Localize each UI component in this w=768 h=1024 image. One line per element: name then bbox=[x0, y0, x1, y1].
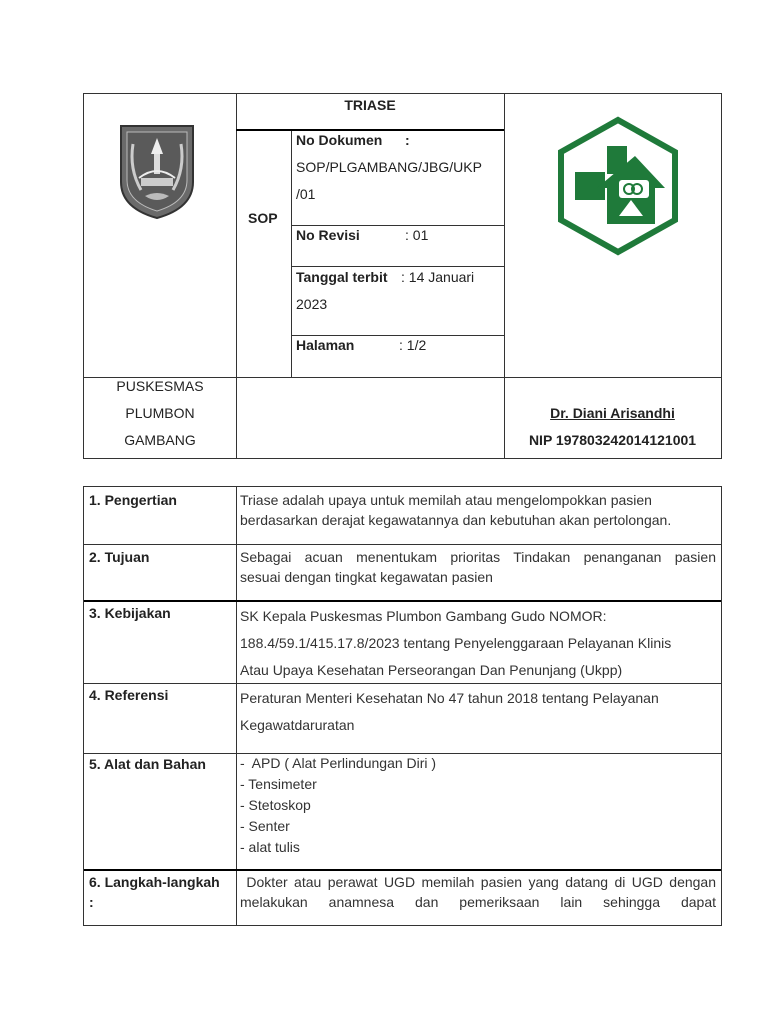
list-item: - Tensimeter bbox=[240, 776, 317, 792]
list-item: - alat tulis bbox=[240, 839, 300, 855]
section-content-steps bbox=[240, 872, 716, 912]
section-label-policy: 3. Kebijakan bbox=[89, 605, 171, 621]
section-label-definition: 1. Pengertian bbox=[89, 492, 177, 508]
section-content-purpose bbox=[240, 547, 716, 587]
procedure-table bbox=[83, 486, 722, 926]
issue-date-value: : 14 Januari bbox=[401, 269, 475, 285]
header-table bbox=[83, 93, 722, 459]
content-line: Sebagai acuan menentukam prioritas Tindakan penanganan pasien bbox=[240, 549, 716, 565]
section-label-tools: 5. Alat dan Bahan bbox=[89, 756, 206, 772]
revision-value: : 01 bbox=[405, 227, 429, 243]
section-content-definition bbox=[240, 490, 716, 530]
section-content-reference bbox=[240, 685, 716, 739]
list-item: - Stetoskop bbox=[240, 797, 311, 813]
org-name-line3: GAMBANG bbox=[124, 432, 196, 448]
page-label: Halaman bbox=[296, 337, 355, 353]
org-name-line2: PLUMBON bbox=[125, 405, 195, 421]
list-item: - Senter bbox=[240, 818, 290, 834]
issue-date-year: 2023 bbox=[296, 296, 328, 312]
content-line: Peraturan Menteri Kesehatan No 47 tahun 2018 tentang Pelayanan bbox=[240, 690, 659, 706]
doc-number-value: SOP/PLGAMBANG/JBG/UKP bbox=[296, 159, 482, 175]
revision-label: No Revisi bbox=[296, 227, 360, 243]
doc-number-colon: : bbox=[405, 132, 410, 148]
content-line: Kegawatdaruratan bbox=[240, 717, 355, 733]
content-line: berdasarkan derajat kegawatannya dan kebutuhan akan pertolongan. bbox=[240, 512, 672, 528]
issue-date-label: Tanggal terbit bbox=[296, 269, 388, 285]
section-label-reference: 4. Referensi bbox=[89, 687, 169, 703]
content-line: melakukan anamnesa dan pemeriksaan lain sehingga dapat bbox=[240, 894, 716, 910]
doc-number-value-cont: /01 bbox=[296, 186, 316, 202]
signer-name: Dr. Diani Arisandhi bbox=[550, 405, 675, 421]
section-label-purpose: 2. Tujuan bbox=[89, 549, 150, 565]
content-line: SK Kepala Puskesmas Plumbon Gambang Gudo NOMOR: bbox=[240, 608, 607, 624]
content-line: sesuai dengan tingkat kegawatan pasien bbox=[240, 569, 493, 585]
content-line: 188.4/59.1/415.17.8/2023 tentang Penyelenggaraan Pelayanan Klinis bbox=[240, 635, 672, 651]
puskesmas-logo-icon bbox=[557, 116, 679, 256]
section-label-steps: 6. Langkah-langkah : bbox=[89, 874, 220, 910]
section-content-policy bbox=[240, 603, 716, 684]
document-title: TRIASE bbox=[344, 97, 396, 113]
regional-emblem-icon bbox=[119, 124, 195, 220]
doc-number-label: No Dokumen bbox=[296, 132, 383, 148]
section-content-tools bbox=[240, 753, 716, 858]
page-value: : 1/2 bbox=[399, 337, 427, 353]
list-item: - APD ( Alat Perlindungan Diri ) bbox=[240, 755, 437, 771]
signer-nip: NIP 197803242014121001 bbox=[528, 432, 697, 448]
content-line: Dokter atau perawat UGD memilah pasien yang datang di UGD dengan bbox=[240, 874, 716, 890]
org-name-line1: PUSKESMAS bbox=[116, 378, 204, 394]
sop-label: SOP bbox=[248, 210, 278, 226]
content-line: Triase adalah upaya untuk memilah atau mengelompokkan pasien bbox=[240, 492, 652, 508]
content-line: Atau Upaya Kesehatan Perseorangan Dan Penunjang (Ukpp) bbox=[240, 662, 623, 678]
